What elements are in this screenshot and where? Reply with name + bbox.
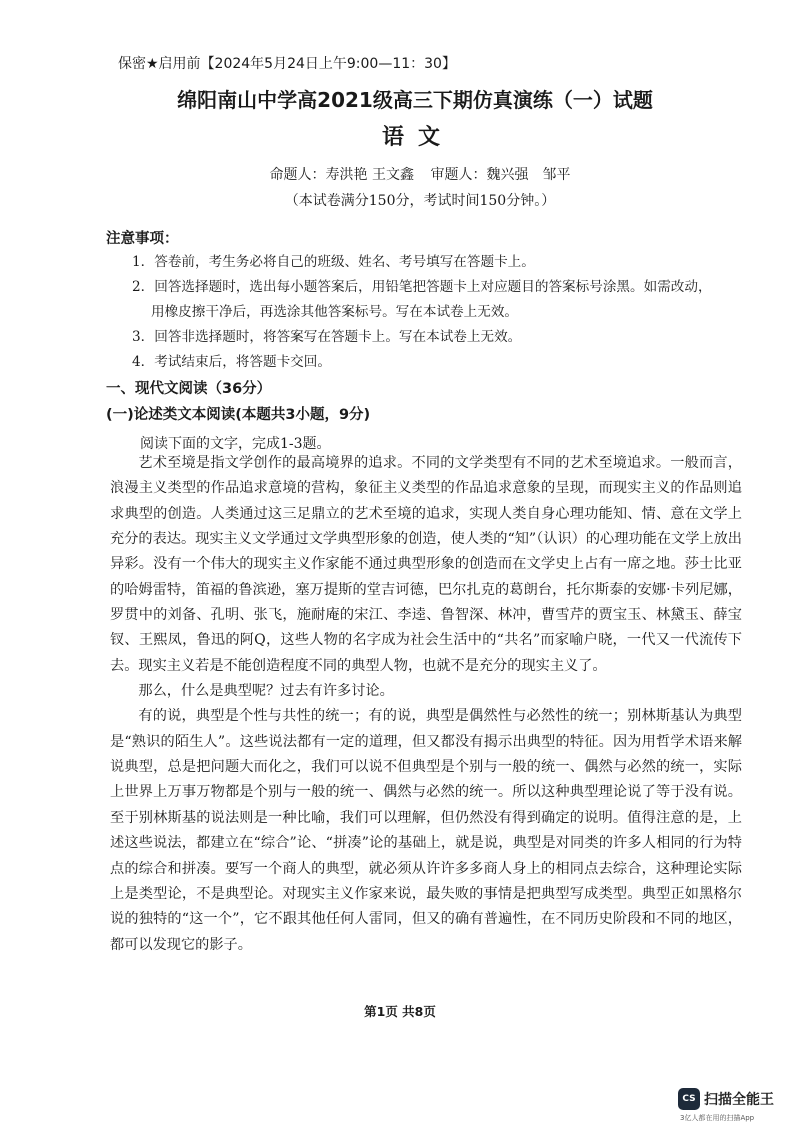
notice-list — [132, 250, 732, 375]
confidential-line: 保密★启用前【2024年5月24日上午9:00—11：30】 — [118, 56, 456, 72]
passage-paragraph: 那么，什么是典型呢？过去有许多讨论。 — [138, 683, 394, 700]
subject-title: 语文 — [381, 125, 454, 150]
notice-item: 3．回答非选择题时，将答案写在答题卡上。写在本试卷上无效。 — [132, 329, 522, 345]
watermark-name: 扫描全能王 — [704, 1092, 774, 1108]
score-time-note: （本试卷满分150分，考试时间150分钟。） — [284, 193, 556, 209]
passage-paragraph: 艺术至境是指文学创作的最高境界的追求。不同的文学类型有不同的艺术至境追求。一般而言，浪漫主义类型的作品追求意境的营构，象征主义类型的作品追求意象的呈现，而现实主义的作品则追求典型的创造。人类通过这三足鼎立的艺术至境的追求，实现人类自身心理功能知、情、意在文学上充分的表达。现实主义文学通过文学典型形象的创造，使人类的“知”（认识）的心理功能在文学上放出异彩。没有一个伟大的现实主义作家能不通过典型形象的创造而在文学史上占有一席之地。莎士比亚的哈姆雷特，笛福的鲁滨逊，塞万提斯的堂吉诃德，巴尔扎克的葛朗台，托尔斯泰的安娜·卡列尼娜，罗贯中的刘备、孔明、张飞，施耐庵的宋江、李逵、鲁智深、林冲，曹雪芹的贾宝玉、林黛玉、薛宝钗、王熙凤，鲁迅的阿Q，这些人物的名字成为社会生活中的“共名”而家喻户晓，一代又一代流传下去。现实主义若是不能创造程度不同的典型人物，也就不是充分的现实主义了。 — [110, 455, 742, 674]
notice-item: 4．考试结束后，将答题卡交回。 — [132, 354, 331, 370]
watermark-tagline: 3亿人都在用的扫描App — [680, 1114, 755, 1122]
authors-line — [0, 164, 800, 184]
section-heading: 一、现代文阅读（36分） — [106, 381, 272, 397]
notice-heading: 注意事项： — [106, 231, 179, 247]
notice-item: 1．答卷前，考生务必将自己的班级、姓名、考号填写在答题卡上。 — [132, 254, 535, 270]
setters: 命题人：寿洪艳 王文鑫 — [269, 167, 414, 183]
exam-title: 绵阳南山中学高2021级高三下期仿真演练（一）试题 — [177, 88, 653, 112]
page-number: 第1页 共8页 — [364, 1004, 436, 1019]
scanner-watermark — [678, 1086, 788, 1124]
subsection-heading: (一)论述类文本阅读(本题共3小题，9分) — [106, 407, 371, 423]
camscanner-logo-icon: CS — [678, 1088, 700, 1110]
reviewers: 审题人：魏兴强 邹平 — [430, 167, 571, 183]
reading-passage — [110, 451, 742, 958]
passage-paragraph: 有的说，典型是个性与共性的统一；有的说，典型是偶然性与必然性的统一；别林斯基认为典型是“熟识的陌生人”。这些说法都有一定的道理，但又都没有揭示出典型的特征。因为用哲学术语来解说典型，总是把问题大而化之，我们可以说不但典型是个别与一般的统一、偶然与必然的统一，实际上世界上万事万物都是个别与一般的统一、偶然与必然的统一。所以这种典型理论说了等于没有说。至于别林斯基的说法则是一种比喻，我们可以理解，但仍然没有得到确定的说明。值得注意的是，上述这些说法，都建立在“综合”论、“拼凑”论的基础上，就是说，典型是对同类的许多人相同的行为特点的综合和拼凑。要写一个商人的典型，就必须从许许多多商人身上的相同点去综合，这种理论实际上是类型论，不是典型论。对现实主义作家来说，最失败的事情是把典型写成类型。典型正如黑格尔说的独特的“这一个”，它不跟其他任何人雷同，但又的确有普遍性，在不同历史阶段和不同的地区，都可以发现它的影子。 — [110, 708, 742, 953]
notice-item-continuation: 用橡皮擦干净后，再选涂其他答案标号。写在本试卷上无效。 — [151, 304, 519, 320]
reading-instruction: 阅读下面的文字，完成1-3题。 — [140, 436, 331, 452]
notice-item: 2．回答选择题时，选出每小题答案后，用铅笔把答题卡上对应题目的答案标号涂黑。如需改动， — [132, 279, 712, 295]
